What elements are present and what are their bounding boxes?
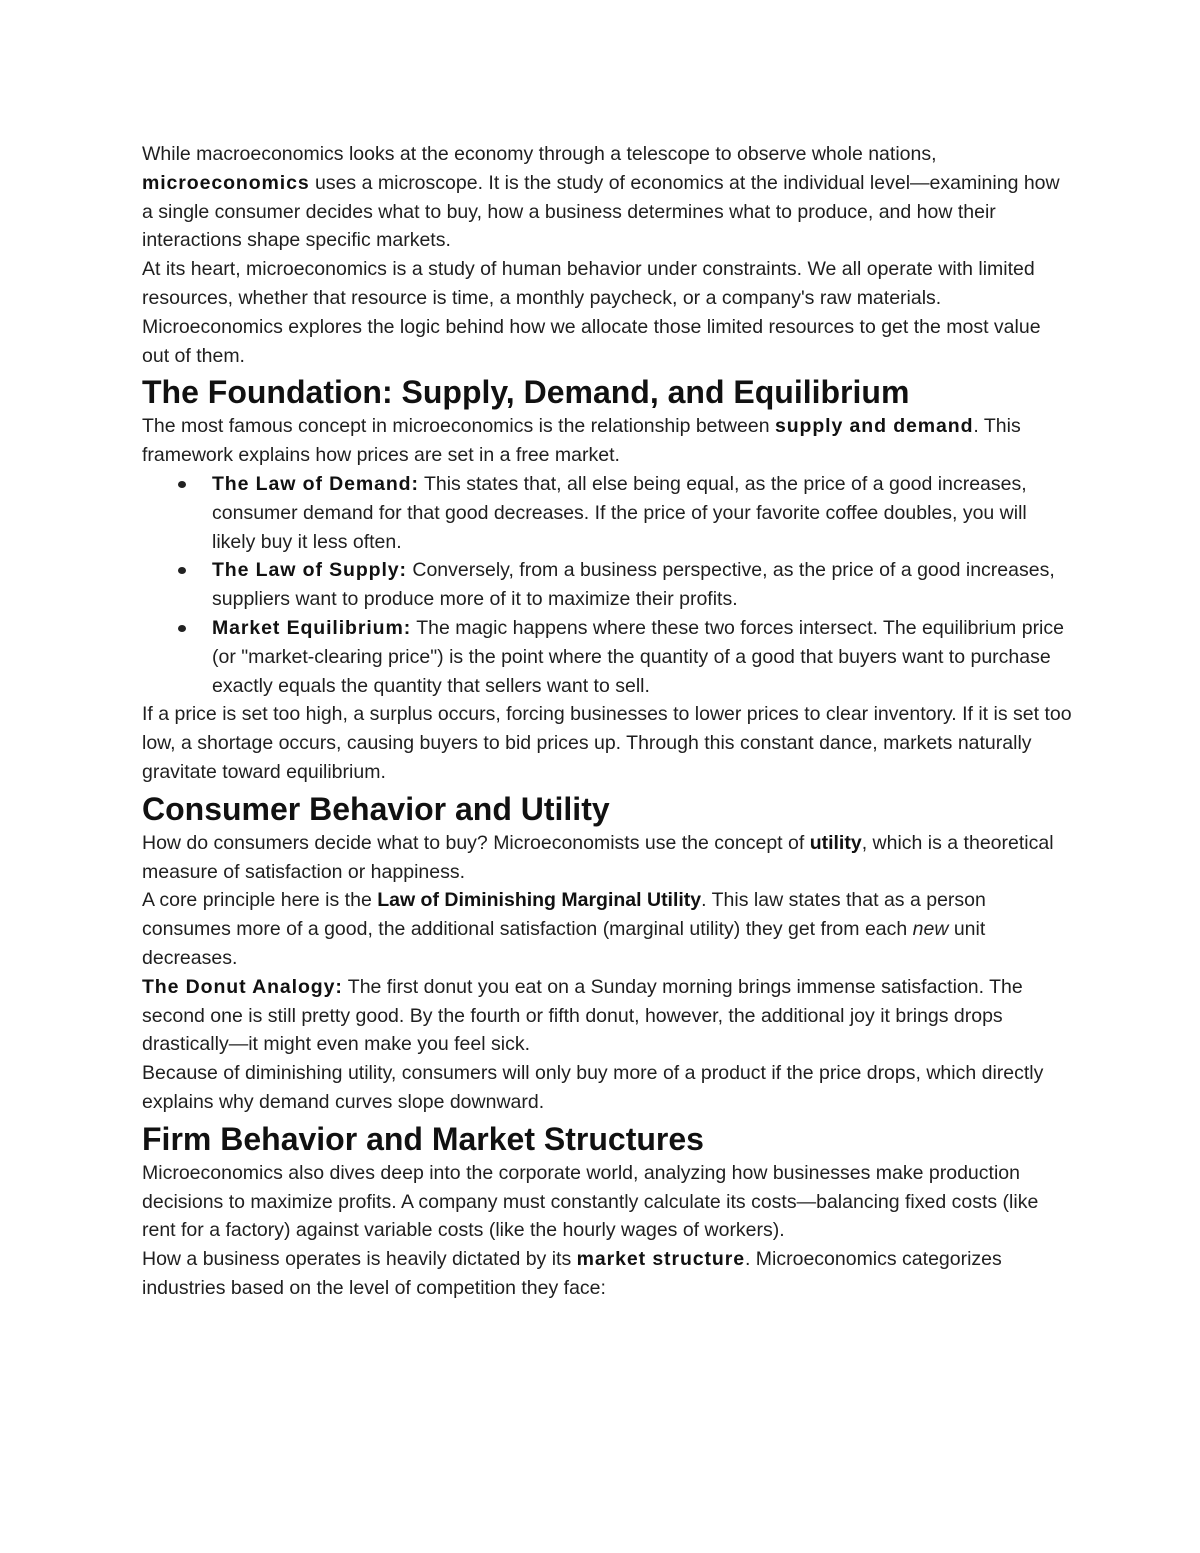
firm-paragraph-1: Microeconomics also dives deep into the corporate world, analyzing how businesses make production decisions to maximize profits. A company must constantly calculate its costs—balancing fixed costs (like rent for a factory) against variable costs (like the hourly wages of workers). [142,1161,1039,1242]
firm-paragraph-2: How a business operates is heavily dictated by its market structure. Microeconomics categorizes industries based on the level of competition they face: [142,1248,1002,1299]
intro-paragraph-1: While macroeconomics looks at the economy through a telescope to observe whole nations, microeconomics uses a microscope. It is the study of economics at the individual level—examining how a single consumer decides what to buy, how a business determines what to produce, and how their interactions shape specific markets. [142,143,1060,252]
section-heading-firm: Firm Behavior and Market Structures [142,1120,704,1157]
term-diminishing-marginal-utility: Law of Diminishing Marginal Utility [377,889,702,912]
consumer-paragraph-4: Because of diminishing utility, consumers will only buy more of a product if the price drops, which directly explains why demand curves slope downward. [142,1062,1044,1113]
foundation-bullet-list [142,470,1072,700]
term-supply-and-demand: supply and demand [774,415,974,438]
list-item-term: The Law of Demand: [212,472,419,495]
list-item-text: The magic happens where these two forces intersect. The equilibrium price (or "market-clearing price") is the point where the quantity of a good that buyers want to purchase exactly equals the quantity that sellers want to sell. [212,616,1064,697]
list-item [142,470,1072,556]
foundation-paragraph-1: The most famous concept in microeconomics is the relationship between supply and demand. This framework explains how prices are set in a free market. [142,415,1021,467]
list-item-text: This states that, all else being equal, as the price of a good increases, consumer demand for that good decreases. If the price of your favorite coffee doubles, you will likely buy it less often. [212,472,1027,553]
term-microeconomics: microeconomics [142,171,310,194]
consumer-paragraph-2: A core principle here is the Law of Diminishing Marginal Utility. This law states that as a person consumes more of a good, the additional satisfaction (marginal utility) they get from each new unit decreases. [142,889,986,969]
term-market-structure: market structure [576,1248,745,1271]
foundation-paragraph-2: If a price is set too high, a surplus occurs, forcing businesses to lower prices to clear inventory. If it is set too low, a shortage occurs, causing buyers to bid prices up. Through this constant dance, markets naturally gravitate toward equilibrium. [142,703,1072,783]
intro-paragraph-2: At its heart, microeconomics is a study of human behavior under constraints. We all operate with limited resources, whether that resource is time, a monthly paycheck, or a company's raw materials. Microeconomics explores the logic behind how we allocate those limited resources to get the most value out of them. [142,258,1041,367]
consumer-paragraph-1: How do consumers decide what to buy? Microeconomists use the concept of utility, which is a theoretical measure of satisfaction or happiness. [142,831,1054,883]
term-donut-analogy: The Donut Analogy: [142,975,343,998]
emphasis-new: new [912,918,949,941]
list-item [142,556,1072,614]
bullet-icon [178,567,186,574]
section-heading-foundation: The Foundation: Supply, Demand, and Equilibrium [142,374,910,411]
list-item-term: Market Equilibrium: [212,616,412,639]
document-page [142,140,1072,1303]
consumer-paragraph-3: The Donut Analogy: The first donut you eat on a Sunday morning brings immense satisfaction. The second one is still pretty good. By the fourth or fifth donut, however, the additional joy it brings drops drastically—it might even make you feel sick. [142,975,1023,1056]
list-item-term: The Law of Supply: [212,559,407,582]
term-utility: utility [809,831,862,854]
bullet-icon [178,481,186,488]
list-item-text: Conversely, from a business perspective, as the price of a good increases, suppliers want to produce more of it to maximize their profits. [212,559,1055,611]
list-item [142,614,1072,700]
section-heading-consumer: Consumer Behavior and Utility [142,790,610,827]
bullet-icon [178,625,186,632]
